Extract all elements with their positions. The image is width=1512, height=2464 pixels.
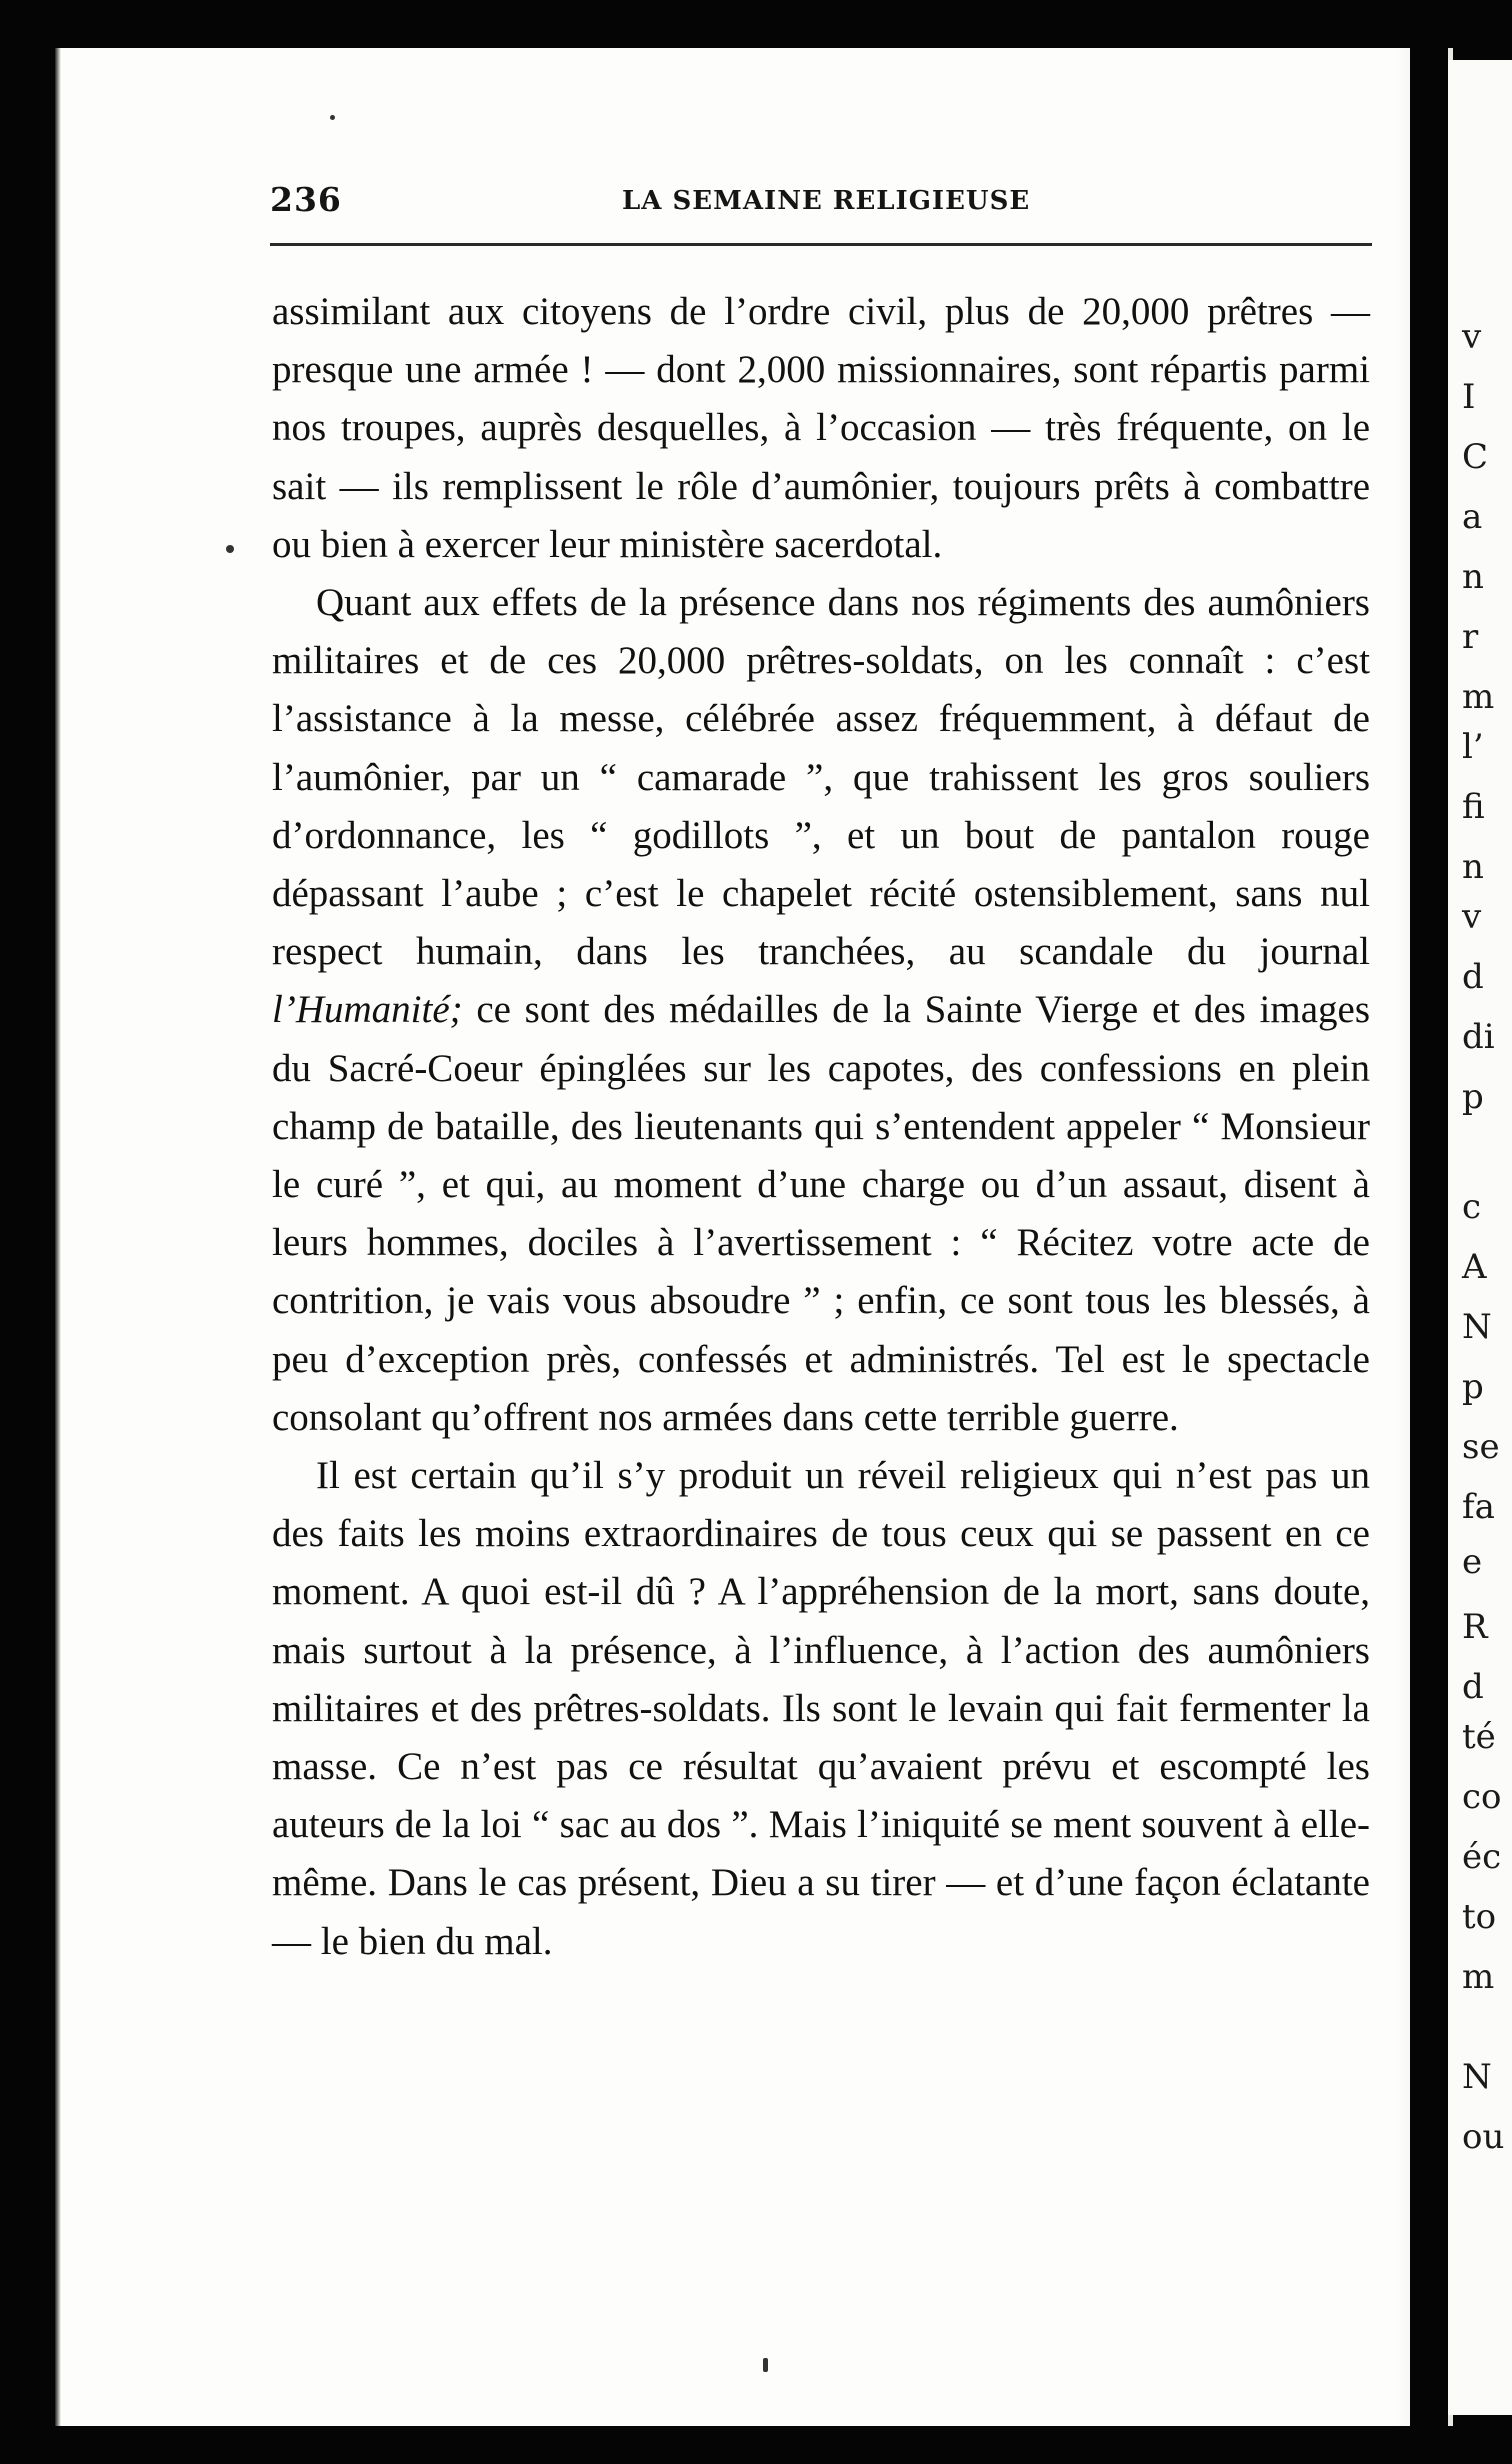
scan-speck <box>763 2358 768 2372</box>
facing-page-letter: e <box>1462 1542 1483 1582</box>
facing-page-letter: co <box>1462 1777 1502 1817</box>
facing-page-letter: fi <box>1462 787 1485 827</box>
facing-page-letter: di <box>1462 1017 1495 1057</box>
scan-speck <box>330 115 335 120</box>
paragraph-2-part-b: ce sont des médailles de la Sainte Vierge et des images du Sacré-Coeur épinglées sur les capotes, des confessions en plein champ de bataille, des lieutenants qui s’entendent appeler “ Monsieur le curé ”, et qui, au moment d’une charge ou d’un assaut, disent à leurs hommes, dociles à l’avertissement : “ Récitez votre acte de contrition, je vais vous absoudre ” ; enfin, ce sont tous les blessés, à peu d’exception près, confessés et administrés. Tel est le spectacle consolant qu’offrent nos armées dans cette terrible guerre. <box>272 988 1370 1439</box>
page-number: 236 <box>270 180 342 219</box>
facing-page-letter: d <box>1462 1667 1484 1707</box>
facing-page-letter: r <box>1462 617 1479 657</box>
paragraph-3: Il est certain qu’il s’y produit un réveil religieux qui n’est pas un des faits les moins extraordinaires de tous ceux qui se passent en ce moment. A quoi est-il dû ? A l’appréhension de la mort, sans doute, mais surtout à la présence, à l’influence, à l’action des aumôniers militaires et des prêtres-soldats. Ils sont le levain qui fait fermenter la masse. Ce n’est pas ce résultat qu’avaient prévu et escompté les auteurs de la loi “ sac au dos ”. Mais l’iniquité se ment souvent à elle-même. Dans le cas présent, Dieu a su tirer — et d’une façon éclatante — le bien du mal. <box>272 1454 1370 1963</box>
facing-page-letter: té <box>1462 1717 1496 1757</box>
facing-page-letter: ou <box>1462 2117 1505 2157</box>
running-title: LA SEMAINE RELIGIEUSE <box>622 186 1031 216</box>
facing-page-letter: c <box>1462 1187 1482 1227</box>
facing-page-letter: C <box>1462 437 1489 477</box>
facing-page-letter: l’ <box>1462 727 1484 767</box>
facing-page-fragment <box>1448 60 1512 2415</box>
header-rule <box>270 243 1372 246</box>
body-text <box>272 283 1370 1971</box>
paragraph-2 <box>272 574 1370 1447</box>
facing-page-letter: a <box>1462 497 1483 537</box>
facing-page-letter: fa <box>1462 1487 1495 1527</box>
facing-page-letter: v <box>1462 317 1482 357</box>
facing-page-letter: N <box>1462 1307 1492 1347</box>
facing-page-letter: R <box>1462 1607 1488 1647</box>
facing-page-letter: éc <box>1462 1837 1502 1877</box>
facing-page-letter: d <box>1462 957 1484 997</box>
facing-page-letter: m <box>1462 1957 1495 1997</box>
facing-page-letter: v <box>1462 897 1482 937</box>
journal-title: l’Humanité; <box>272 988 463 1032</box>
scan-speck <box>226 545 234 553</box>
facing-page-letter: to <box>1462 1897 1497 1937</box>
page-header <box>270 180 1372 220</box>
facing-page-letter: n <box>1462 557 1484 597</box>
facing-page-letter: m <box>1462 677 1495 717</box>
facing-page-letter: n <box>1462 847 1484 887</box>
facing-page-letter: p <box>1462 1077 1484 1117</box>
spine-divider <box>1410 48 1448 2426</box>
paragraph-2-part-a: Quant aux effets de la présence dans nos régiments des aumôniers militaires et de ces 20,000 prêtres-soldats, on les connaît : c’est l’assistance à la messe, célébrée assez fréquemment, à défaut de l’aumônier, par un “ camarade ”, que trahissent les gros souliers d’ordonnance, les “ godillots ”, et un bout de pantalon rouge dépassant l’aube ; c’est le chapelet récité ostensiblement, sans nul respect humain, dans les tranchées, au scandale du journal <box>272 581 1370 974</box>
facing-page-letter: p <box>1462 1367 1484 1407</box>
facing-page-letter: A <box>1462 1247 1487 1287</box>
facing-page-letter: se <box>1462 1427 1500 1467</box>
facing-page-letter: I <box>1462 377 1476 417</box>
page-edge-shadow <box>55 48 61 2426</box>
facing-page-letter: N <box>1462 2057 1492 2097</box>
paragraph-1: assimilant aux citoyens de l’ordre civil, plus de 20,000 prêtres — presque une armée ! — dont 2,000 missionnaires, sont répartis parmi nos troupes, auprès desquelles, à l’occasion — très fréquente, on le sait — ils remplissent le rôle d’aumônier, toujours prêts à combattre ou bien à exercer leur ministère sacerdotal. <box>272 290 1370 566</box>
